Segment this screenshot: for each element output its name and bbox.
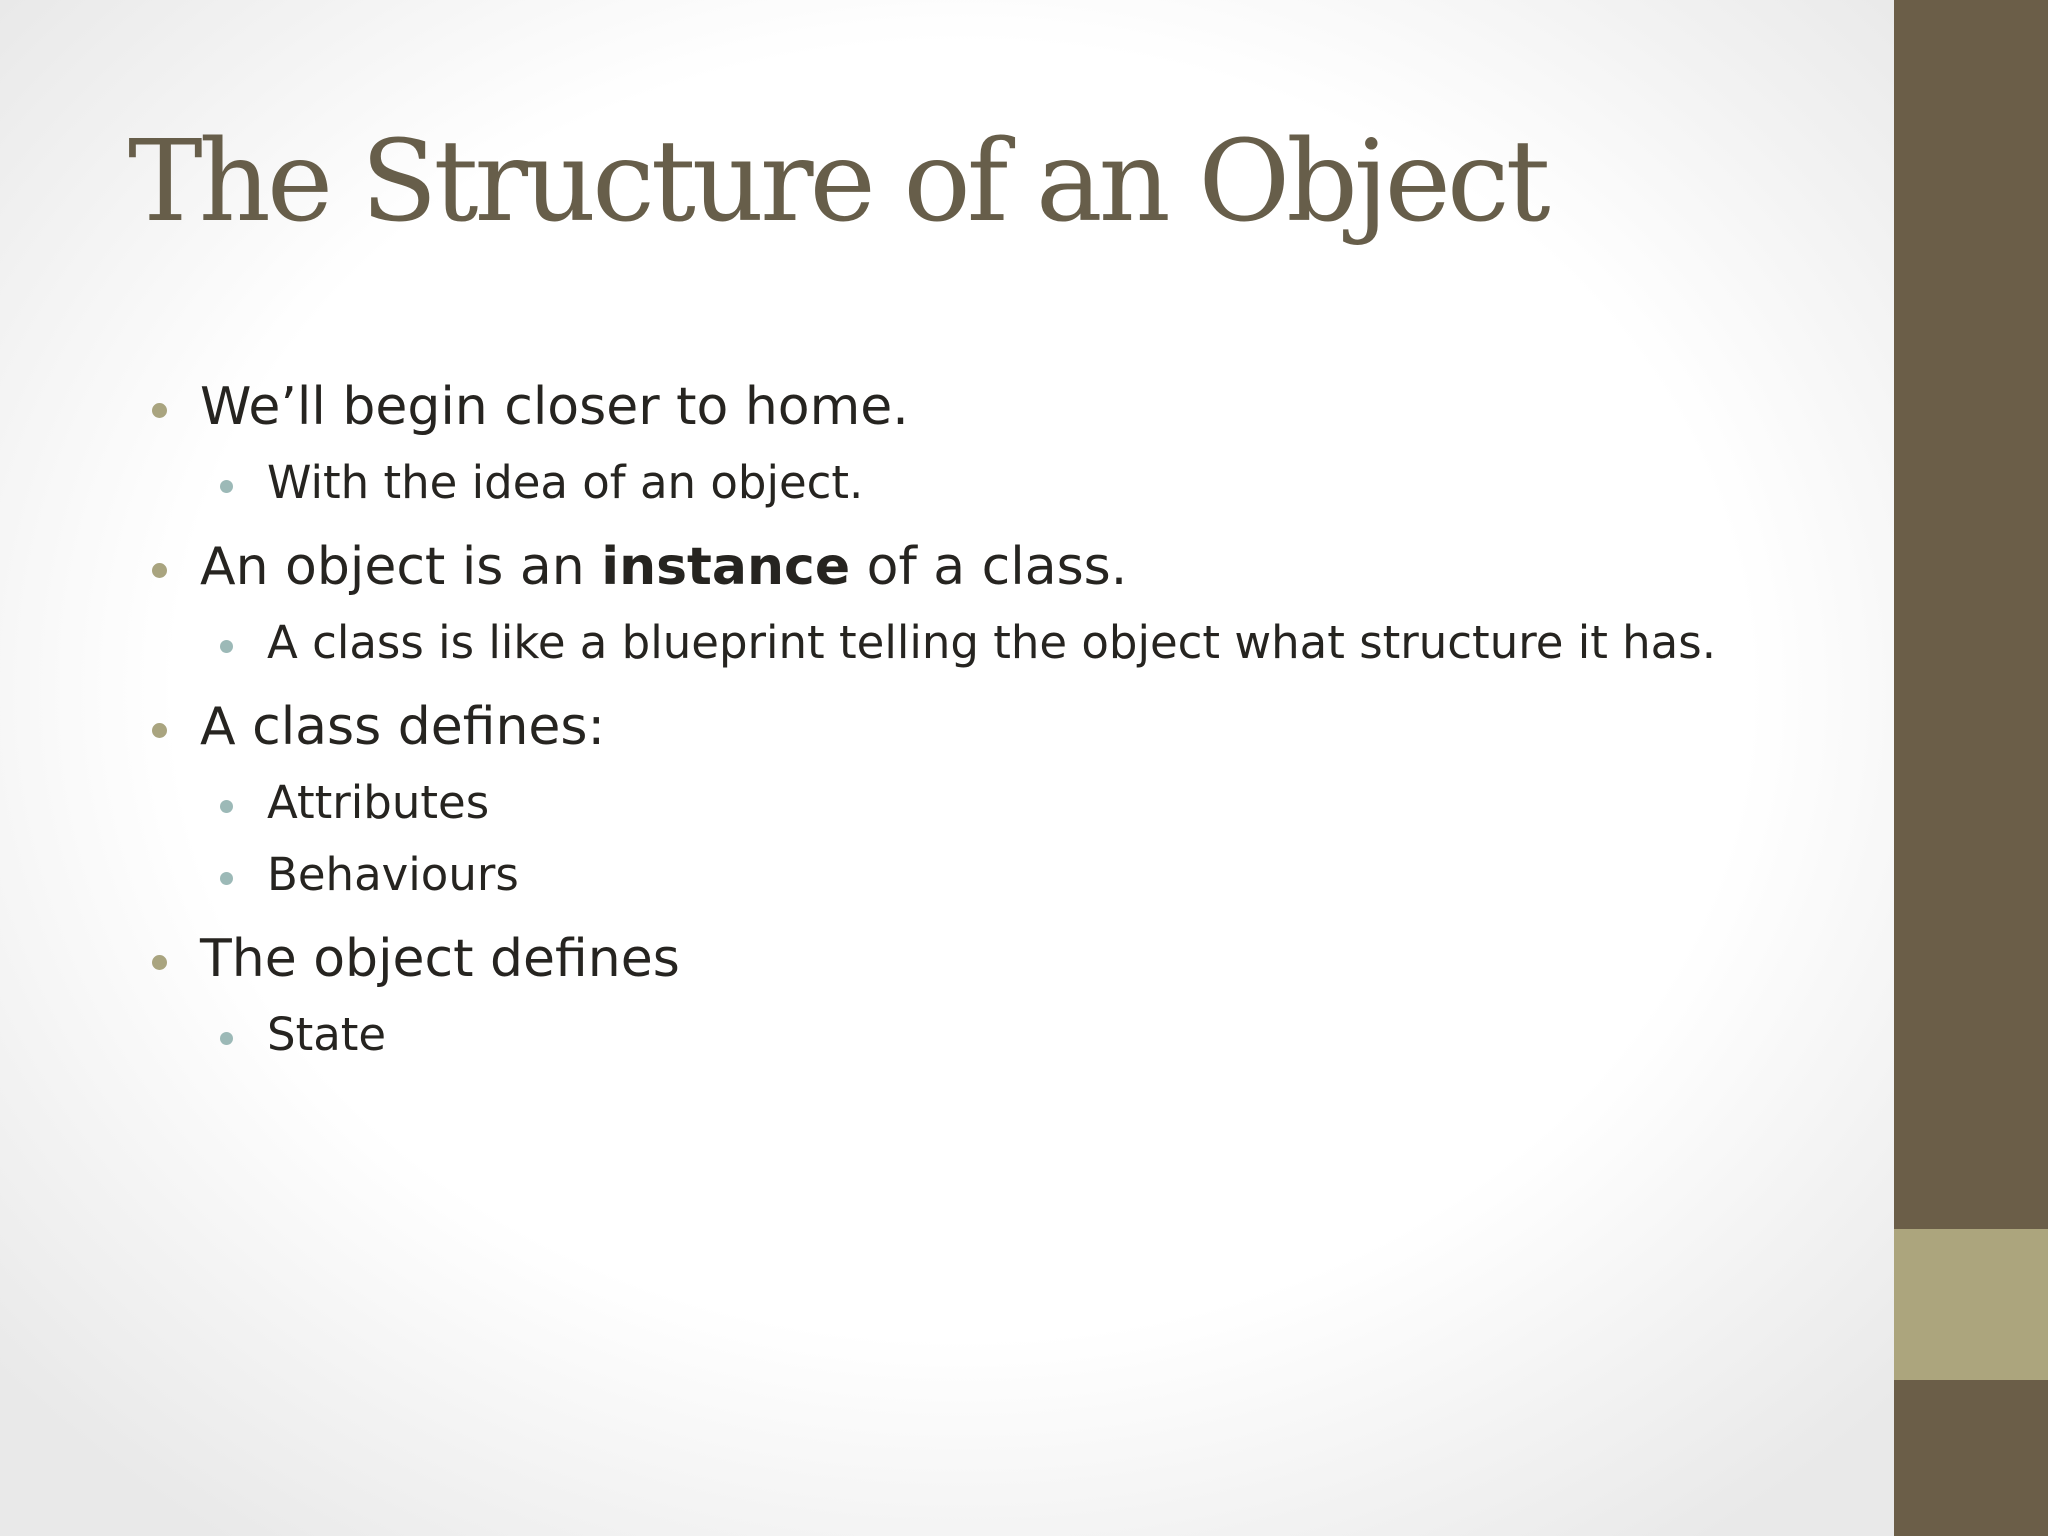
bullet-item	[150, 692, 1850, 762]
sub-bullet-item	[150, 772, 1850, 834]
bullet-dot-icon	[220, 640, 233, 653]
bullet-text: Attributes	[267, 776, 490, 829]
bullet-dot-icon	[220, 1032, 233, 1045]
bullet-dot-icon	[152, 723, 167, 738]
sub-bullet-item	[150, 844, 1850, 906]
bullet-text: A class is like a blueprint telling the object what structure it has.	[267, 616, 1717, 669]
sub-bullet-item	[150, 452, 1850, 514]
bullet-text: State	[267, 1008, 387, 1061]
sidebar-accent-dark-bottom	[1894, 1380, 2048, 1536]
bullet-item	[150, 532, 1850, 602]
sub-bullet-item	[150, 1004, 1850, 1066]
bullet-dot-icon	[152, 955, 167, 970]
bullet-text: We’ll begin closer to home.	[200, 377, 909, 437]
bullet-dot-icon	[152, 563, 167, 578]
bullet-text: A class defines:	[200, 697, 606, 757]
slide-title: The Structure of an Object	[128, 117, 1547, 247]
sidebar-accent-light	[1894, 1229, 2048, 1380]
bullet-text: The object defines	[200, 929, 680, 989]
bullet-dot-icon	[220, 800, 233, 813]
bullet-text-bold: instance	[601, 537, 851, 597]
bullet-text: Behaviours	[267, 848, 519, 901]
bullet-dot-icon	[152, 403, 167, 418]
bullet-text: With the idea of an object.	[267, 456, 864, 509]
sub-bullet-item	[150, 612, 1850, 674]
bullet-item	[150, 924, 1850, 994]
bullet-list	[150, 372, 1850, 1066]
bullet-item	[150, 372, 1850, 442]
bullet-text: An object is an	[200, 537, 602, 597]
bullet-text: of a class.	[850, 537, 1128, 597]
bullet-dot-icon	[220, 480, 233, 493]
sidebar-accent-dark-top	[1894, 0, 2048, 1229]
bullet-dot-icon	[220, 872, 233, 885]
